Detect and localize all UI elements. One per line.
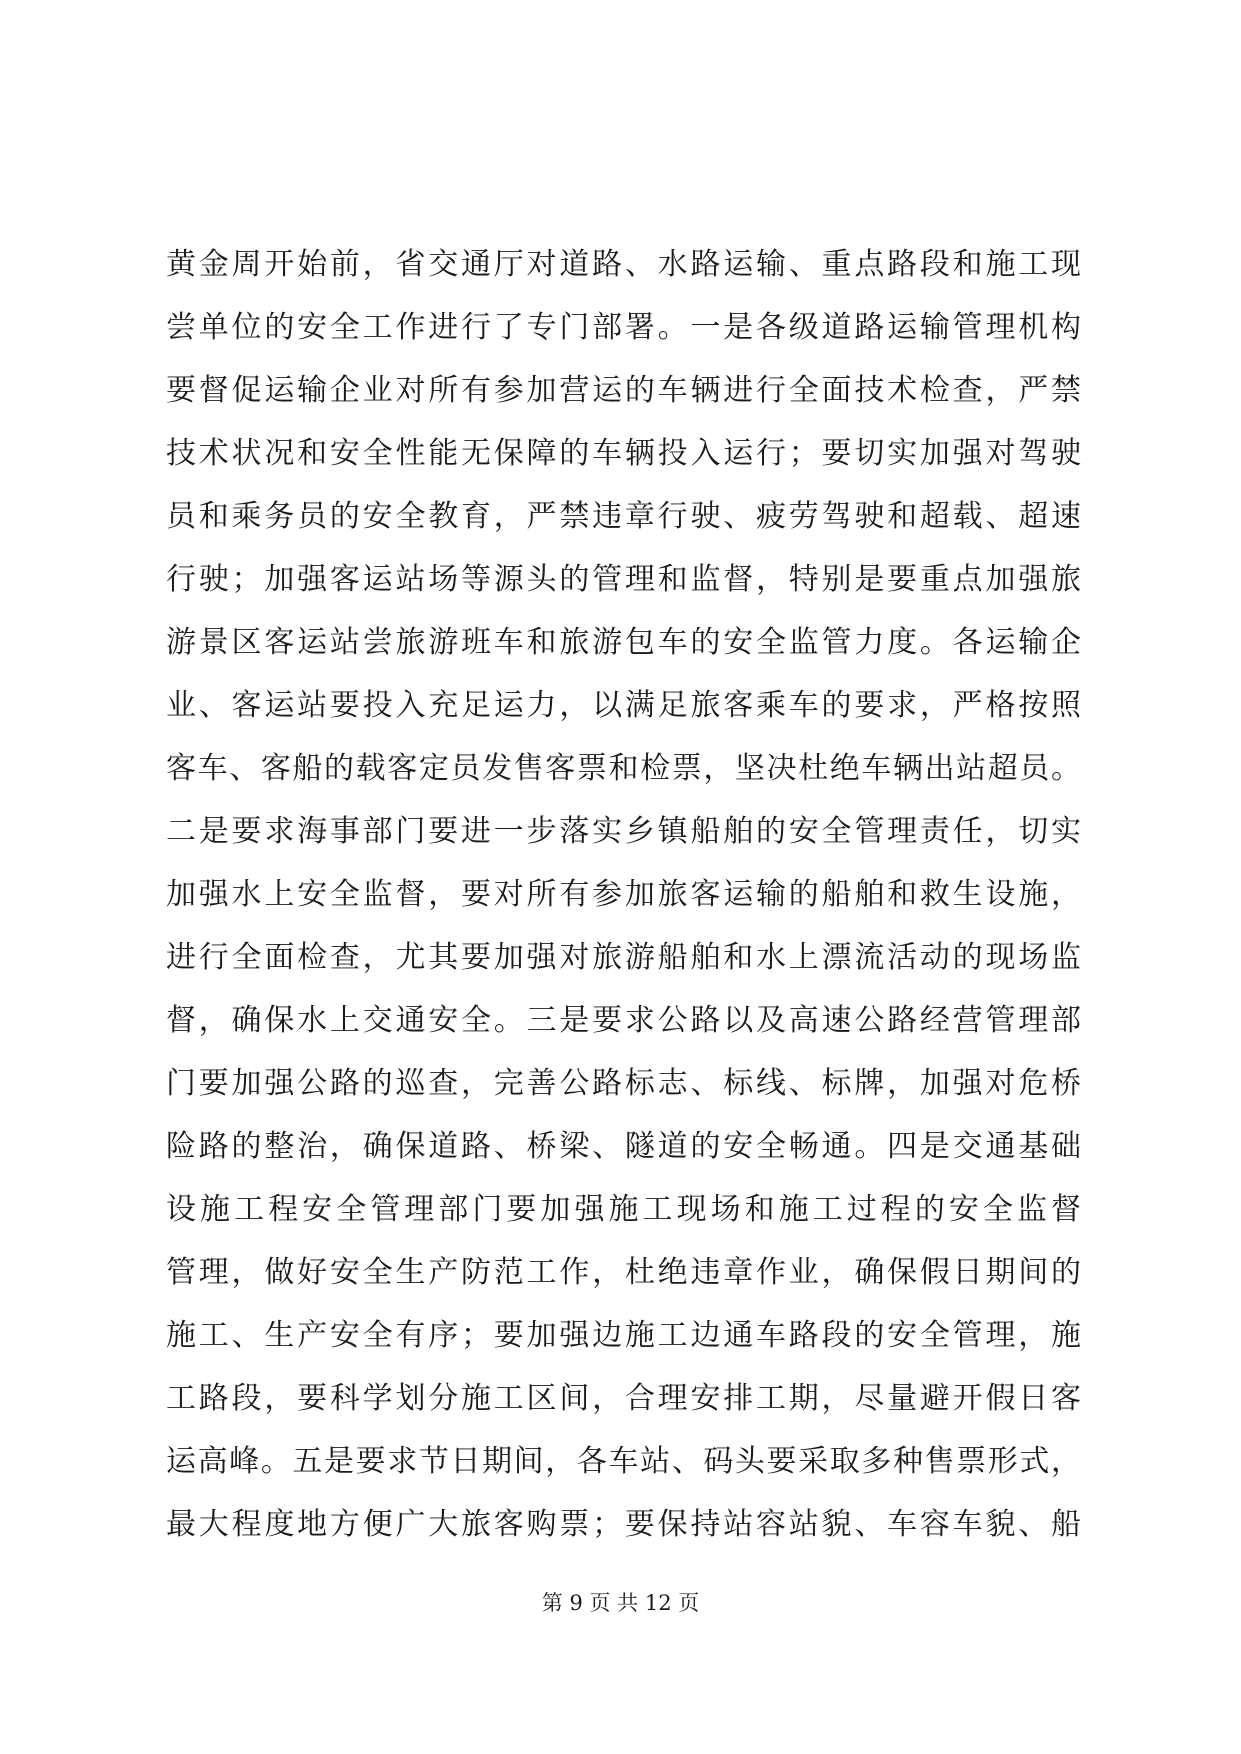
text-line: 要督促运输企业对所有参加营运的车辆进行全面技术检查，严禁 bbox=[166, 373, 1081, 408]
text-line: 游景区客运站尝旅游班车和旅游包车的安全监管力度。各运输企 bbox=[166, 625, 1081, 660]
text-line: 运高峰。五是要求节日期间，各车站、码头要采取多种售票形式， bbox=[166, 1444, 1081, 1479]
text-line: 督，确保水上交通安全。三是要求公路以及高速公路经营管理部 bbox=[166, 1003, 1081, 1038]
text-line: 黄金周开始前，省交通厅对道路、水路运输、重点路段和施工现 bbox=[166, 247, 1081, 282]
text-line: 客车、客船的载客定员发售客票和检票，坚决杜绝车辆出站超员。 bbox=[166, 751, 1081, 786]
text-line: 员和乘务员的安全教育，严禁违章行驶、疲劳驾驶和超载、超速 bbox=[166, 499, 1081, 534]
text-line: 险路的整治，确保道路、桥梁、隧道的安全畅通。四是交通基础 bbox=[166, 1129, 1081, 1164]
text-line: 设施工程安全管理部门要加强施工现场和施工过程的安全监督 bbox=[166, 1192, 1081, 1227]
text-line: 技术状况和安全性能无保障的车辆投入运行；要切实加强对驾驶 bbox=[166, 436, 1081, 471]
text-line: 最大程度地方便广大旅客购票；要保持站容站貌、车容车貌、船 bbox=[166, 1507, 1081, 1542]
text-line: 加强水上安全监督，要对所有参加旅客运输的船舶和救生设施， bbox=[166, 877, 1081, 912]
text-line: 门要加强公路的巡查，完善公路标志、标线、标牌，加强对危桥 bbox=[166, 1066, 1081, 1101]
text-line: 进行全面检查，尤其要加强对旅游船舶和水上漂流活动的现场监 bbox=[166, 940, 1081, 975]
text-line: 业、客运站要投入充足运力，以满足旅客乘车的要求，严格按照 bbox=[166, 688, 1081, 723]
text-line: 二是要求海事部门要进一步落实乡镇船舶的安全管理责任，切实 bbox=[166, 814, 1081, 849]
text-line: 行驶；加强客运站场等源头的管理和监督，特别是要重点加强旅 bbox=[166, 562, 1081, 597]
body-text bbox=[166, 233, 1081, 1556]
text-line: 管理，做好安全生产防范工作，杜绝违章作业，确保假日期间的 bbox=[166, 1255, 1081, 1290]
text-line: 尝单位的安全工作进行了专门部署。一是各级道路运输管理机构 bbox=[166, 310, 1081, 345]
text-line: 施工、生产安全有序；要加强边施工边通车路段的安全管理，施 bbox=[166, 1318, 1081, 1353]
page-number-footer: 第 9 页 共 12 页 bbox=[541, 1591, 700, 1615]
text-line: 工路段，要科学划分施工区间，合理安排工期，尽量避开假日客 bbox=[166, 1381, 1081, 1416]
